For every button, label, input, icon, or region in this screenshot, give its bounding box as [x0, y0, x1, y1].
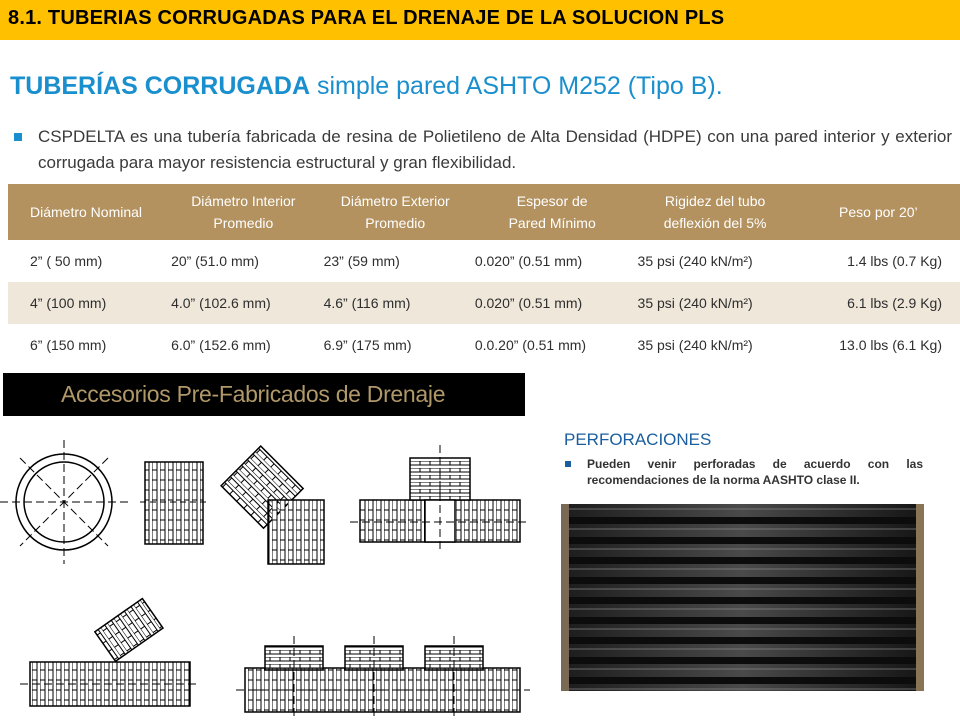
fittings-drawings: [0, 440, 540, 720]
col-header-interior: Diámetro Interior Promedio: [167, 184, 320, 240]
table-header-row: [8, 184, 960, 240]
table-cell: 13.0 lbs (6.1 Kg): [839, 337, 942, 353]
table-cell: 6” (150 mm): [30, 337, 107, 353]
perforations-text: Pueden venir perforadas de acuerdo con las recomendaciones de la norma AASHTO clase II.: [587, 457, 923, 487]
table-cell: 0.020” (0.51 mm): [471, 282, 634, 324]
table-cell: 35 psi (240 kN/m²): [634, 282, 797, 324]
col-header-nominal: Diámetro Nominal: [8, 184, 167, 240]
table-cell: 6.1 lbs (2.9 Kg): [797, 282, 960, 324]
table-cell: 6.0” (152.6 mm): [171, 337, 271, 353]
table-cell: 2” ( 50 mm): [30, 253, 103, 269]
perforations-title: PERFORACIONES: [564, 430, 712, 449]
coupling-section-drawing: [0, 440, 128, 564]
table-row: [8, 240, 960, 282]
product-title-rest: simple pared ASHTO M252 (Tipo B).: [310, 72, 723, 100]
table-cell: 35 psi (240 kN/m²): [637, 337, 753, 353]
coupling-side-drawing: [140, 462, 210, 544]
table-row: [8, 282, 960, 324]
table-cell: 0.0.20” (0.51 mm): [474, 337, 587, 353]
table-cell: 23” (59 mm): [323, 253, 400, 269]
accessories-banner: [3, 373, 525, 416]
table-cell: 6.9” (175 mm): [323, 337, 412, 353]
page-title: 8.1. TUBERIAS CORRUGADAS PARA EL DRENAJE DE LA SOLUCION PLS: [8, 7, 725, 29]
perforated-pipe-photo: [561, 504, 924, 691]
col-header-thickness: Espesor de Pared Mínimo: [471, 184, 634, 240]
product-description: CSPDELTA es una tubería fabricada de resina de Polietileno de Alta Densidad (HDPE) con una pared interior y exterior corrugada para mayor resistencia estructural y gran flexibilidad.: [38, 127, 952, 172]
table-cell: 4.6” (116 mm): [320, 282, 471, 324]
table-cell: 4” (100 mm): [8, 282, 167, 324]
spec-table: [8, 184, 960, 366]
table-cell: 20” (51.0 mm): [171, 253, 259, 269]
bullet-icon: [565, 461, 571, 467]
col-header-stiffness: Rigidez del tubo deflexión del 5%: [634, 184, 797, 240]
manifold-drawing: [236, 636, 530, 718]
table-cell: 0.020” (0.51 mm): [474, 253, 583, 269]
wye-drawing: [20, 599, 200, 706]
elbow-drawing: [221, 446, 324, 564]
table-cell: 35 psi (240 kN/m²): [637, 253, 753, 269]
tee-drawing: [350, 445, 530, 550]
table-cell: 1.4 lbs (0.7 Kg): [847, 253, 942, 269]
product-title-bold: TUBERÍAS CORRUGADA: [10, 72, 310, 100]
col-header-weight: Peso por 20’: [797, 184, 960, 240]
product-title: [10, 72, 723, 101]
table-cell: 4.0” (102.6 mm): [167, 282, 320, 324]
bullet-icon: [14, 133, 22, 141]
header-bar: [0, 0, 960, 40]
col-header-exterior: Diámetro Exterior Promedio: [320, 184, 471, 240]
table-row: [8, 324, 960, 366]
accessories-title: Accesorios Pre-Fabricados de Drenaje: [61, 381, 446, 407]
